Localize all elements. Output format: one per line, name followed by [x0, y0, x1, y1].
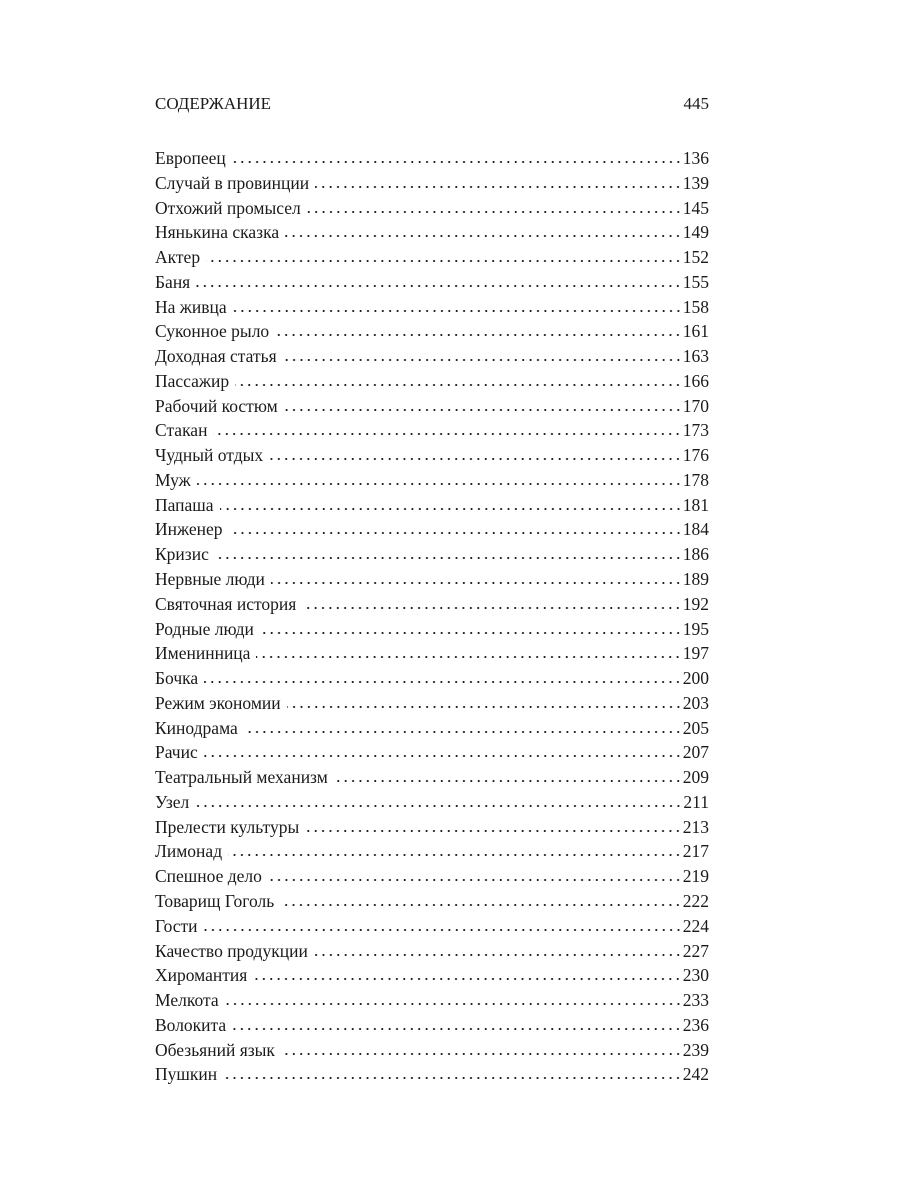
dot-leader: [204, 928, 682, 932]
toc-entry: [155, 270, 709, 295]
entry-page: 239: [682, 1039, 709, 1060]
entry-page: 155: [682, 271, 709, 292]
toc-entry: [155, 1013, 709, 1038]
toc-entry: [155, 815, 709, 840]
entry-page: 173: [682, 420, 709, 441]
toc-entry: [155, 1038, 709, 1063]
entry-page: 197: [682, 643, 709, 664]
entry-page: 217: [682, 841, 709, 862]
entry-page: 211: [683, 791, 709, 812]
toc-entry: [155, 939, 709, 964]
running-header: [155, 92, 709, 116]
toc-entry: [155, 914, 709, 939]
dot-leader: [195, 804, 682, 808]
dot-leader: [206, 259, 682, 263]
entry-title: Стакан: [155, 420, 208, 441]
dot-leader: [215, 556, 682, 560]
toc-entry: [155, 369, 709, 394]
dot-leader: [228, 853, 682, 857]
entry-page: 222: [682, 890, 709, 911]
entry-page: 224: [682, 915, 709, 936]
toc-entry: [155, 864, 709, 889]
toc-entry: [155, 716, 709, 741]
toc-entry: [155, 790, 709, 815]
toc-entry: [155, 517, 709, 542]
dot-leader: [232, 160, 682, 164]
toc-entry: [155, 641, 709, 666]
entry-page: 149: [682, 222, 709, 243]
entry-title: Режим экономии: [155, 692, 281, 713]
entry-page: 170: [682, 395, 709, 416]
toc-entry: [155, 344, 709, 369]
toc-entry: [155, 617, 709, 642]
dot-leader: [280, 903, 682, 907]
entry-page: 186: [682, 544, 709, 565]
dot-leader: [269, 457, 682, 461]
entry-title: Случай в провинции: [155, 172, 310, 193]
dot-leader: [223, 1076, 682, 1080]
dot-leader: [283, 358, 682, 362]
entry-title: Кинодрама: [155, 717, 238, 738]
toc-entry: [155, 740, 709, 765]
dot-leader: [196, 284, 682, 288]
entry-page: 178: [682, 469, 709, 490]
dot-leader: [232, 1027, 682, 1031]
entry-title: Европеец: [155, 148, 226, 168]
dot-leader: [271, 581, 682, 585]
entry-page: 184: [682, 519, 709, 540]
toc-entry: [155, 418, 709, 443]
dot-leader: [256, 655, 681, 659]
dot-leader: [229, 531, 682, 535]
entry-title: Святочная история: [155, 593, 297, 614]
entry-title: Узел: [155, 791, 190, 812]
entry-page: 145: [682, 197, 709, 218]
entry-title: Родные люди: [155, 618, 254, 639]
dot-leader: [314, 953, 682, 957]
dot-leader: [281, 1052, 682, 1056]
toc-entry: [155, 691, 709, 716]
dot-leader: [287, 705, 682, 709]
entry-title: Муж: [155, 469, 191, 490]
toc-entry: [155, 567, 709, 592]
entry-page: 166: [682, 370, 709, 391]
dot-leader: [244, 730, 682, 734]
entry-title: Доходная статья: [155, 346, 277, 367]
entry-page: 158: [682, 296, 709, 317]
page-number: 445: [683, 94, 709, 113]
toc-entry: [155, 1062, 709, 1087]
dot-leader: [315, 185, 682, 189]
toc-entry: [155, 196, 709, 221]
entry-title: Хиромантия: [155, 965, 248, 986]
entry-page: 189: [682, 569, 709, 590]
toc-entry: [155, 146, 709, 171]
entry-title: Нервные люди: [155, 569, 265, 590]
toc-entry: [155, 443, 709, 468]
toc-entry: [155, 592, 709, 617]
dot-leader: [260, 631, 682, 635]
entry-title: Актер: [155, 247, 201, 268]
toc-entry: [155, 666, 709, 691]
dot-leader: [275, 333, 682, 337]
entry-title: Именинница: [155, 643, 251, 664]
entry-page: 139: [682, 172, 709, 193]
dot-leader: [305, 829, 682, 833]
dot-leader: [307, 210, 682, 214]
dot-leader: [235, 383, 682, 387]
entry-title: Обезьяний язык: [155, 1039, 275, 1060]
entry-title: Бочка: [155, 668, 199, 689]
toc-entry: [155, 319, 709, 344]
toc-entry: [155, 493, 709, 518]
dot-leader: [213, 432, 681, 436]
toc-entry: [155, 220, 709, 245]
entry-title: Прелести культуры: [155, 816, 300, 837]
entry-page: 219: [682, 866, 709, 887]
entry-title: Рабочий костюм: [155, 395, 278, 416]
dot-leader: [204, 754, 682, 758]
entry-page: 200: [682, 668, 709, 689]
entry-title: Товарищ Гоголь: [155, 890, 275, 911]
toc-entry: [155, 889, 709, 914]
toc-entry: [155, 295, 709, 320]
entry-title: Пушкин: [155, 1064, 218, 1085]
toc-entry: [155, 468, 709, 493]
dot-leader: [284, 408, 682, 412]
entry-page: 213: [682, 816, 709, 837]
entry-page: 242: [682, 1064, 709, 1085]
entry-page: 233: [682, 990, 709, 1011]
entry-page: 181: [682, 494, 709, 515]
entry-title: Гости: [155, 915, 198, 936]
dot-leader: [302, 606, 681, 610]
toc-entry: [155, 394, 709, 419]
toc-entry: [155, 839, 709, 864]
entry-page: 236: [682, 1014, 709, 1035]
entry-page: 227: [682, 940, 709, 961]
entry-title: Суконное рыло: [155, 321, 270, 342]
entry-page: 161: [682, 321, 709, 342]
entry-page: 176: [682, 445, 709, 466]
entry-title: Театральный механизм: [155, 767, 328, 788]
entry-title: Папаша: [155, 494, 214, 515]
toc-entry: [155, 171, 709, 196]
dot-leader: [268, 878, 682, 882]
dot-leader: [225, 1002, 682, 1006]
toc-entry: [155, 765, 709, 790]
entry-page: 163: [682, 346, 709, 367]
dot-leader: [233, 309, 682, 313]
table-of-contents: [155, 146, 709, 1087]
dot-leader: [253, 977, 681, 981]
entry-title: Лимонад: [155, 841, 223, 862]
entry-title: На живца: [155, 296, 227, 317]
entry-page: 203: [682, 692, 709, 713]
entry-title: Спешное дело: [155, 866, 262, 887]
entry-title: Чудный отдых: [155, 445, 264, 466]
entry-title: Качество продукции: [155, 940, 308, 961]
entry-title: Пассажир: [155, 370, 230, 391]
entry-title: Баня: [155, 271, 191, 292]
dot-leader: [220, 507, 682, 511]
toc-entry: [155, 542, 709, 567]
entry-page: 207: [682, 742, 709, 763]
entry-title: Рачис: [155, 742, 198, 763]
entry-title: Нянькина сказка: [155, 222, 280, 243]
dot-leader: [197, 482, 682, 486]
toc-entry: [155, 963, 709, 988]
entry-title: Мелкота: [155, 990, 219, 1011]
entry-page: 152: [682, 247, 709, 268]
section-title: СОДЕРЖАНИЕ: [155, 94, 272, 113]
dot-leader: [334, 779, 682, 783]
entry-page: 230: [682, 965, 709, 986]
entry-page: 136: [682, 148, 709, 168]
entry-page: 209: [682, 767, 709, 788]
dot-leader: [285, 234, 682, 238]
toc-entry: [155, 245, 709, 270]
entry-title: Отхожий промысел: [155, 197, 301, 218]
dot-leader: [204, 680, 682, 684]
entry-title: Инженер: [155, 519, 223, 540]
entry-title: Волокита: [155, 1014, 227, 1035]
entry-page: 192: [682, 593, 709, 614]
entry-title: Кризис: [155, 544, 209, 565]
entry-page: 195: [682, 618, 709, 639]
entry-page: 205: [682, 717, 709, 738]
toc-entry: [155, 988, 709, 1013]
